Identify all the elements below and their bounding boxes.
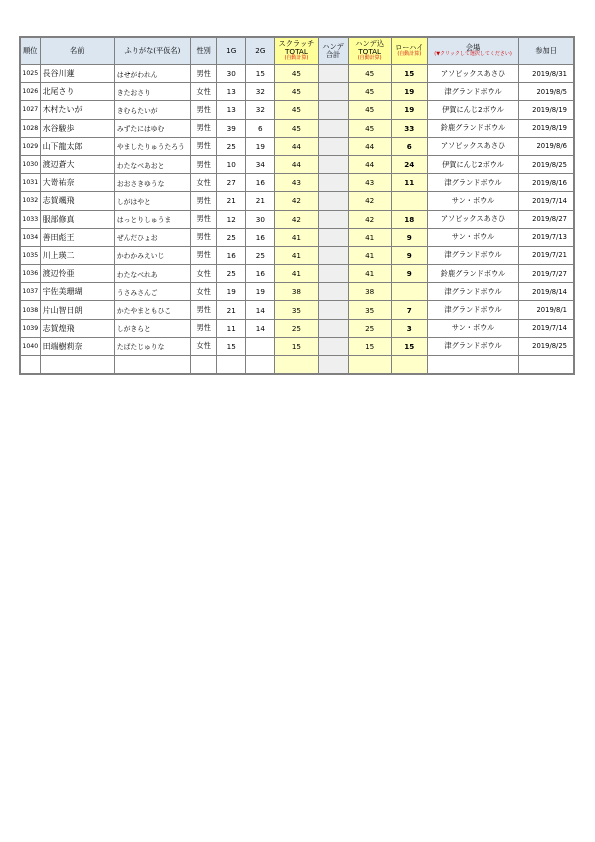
rank-cell: 1034 bbox=[20, 228, 40, 246]
game2-score-cell[interactable]: 21 bbox=[246, 192, 275, 210]
rank-cell: 1028 bbox=[20, 119, 40, 137]
name-cell[interactable]: 木村たいが bbox=[40, 101, 114, 119]
venue-cell[interactable]: アソビックスあさひ bbox=[427, 210, 518, 228]
kana-cell[interactable]: わたなべあおと bbox=[114, 155, 190, 173]
gender-cell[interactable]: 女性 bbox=[191, 283, 217, 301]
handicap-included-total-cell bbox=[348, 356, 391, 375]
game1-score-cell[interactable]: 13 bbox=[217, 101, 246, 119]
game2-score-cell[interactable]: 14 bbox=[246, 319, 275, 337]
handicap-included-total-cell: 45 bbox=[348, 119, 391, 137]
venue-cell[interactable]: アソビックスあさひ bbox=[427, 137, 518, 155]
game2-score-cell[interactable]: 25 bbox=[246, 246, 275, 264]
gender-cell[interactable]: 男性 bbox=[191, 319, 217, 337]
name-cell[interactable]: 渡辺蒼大 bbox=[40, 155, 114, 173]
kana-cell[interactable]: うさみさんご bbox=[114, 283, 190, 301]
handicap-included-total-cell: 44 bbox=[348, 155, 391, 173]
scratch-total-cell: 43 bbox=[275, 174, 318, 192]
name-cell[interactable]: 長谷川蓮 bbox=[40, 65, 114, 83]
low-high-cell bbox=[391, 356, 427, 375]
game1-score-cell[interactable]: 27 bbox=[217, 174, 246, 192]
game1-score-cell[interactable]: 12 bbox=[217, 210, 246, 228]
handicap-total-cell bbox=[318, 210, 348, 228]
handicap-total-cell bbox=[318, 137, 348, 155]
venue-cell[interactable]: 津グランドボウル bbox=[427, 283, 518, 301]
table-row bbox=[20, 137, 574, 155]
scratch-total-cell: 25 bbox=[275, 319, 318, 337]
game1-score-cell[interactable]: 30 bbox=[217, 65, 246, 83]
handicap-included-total-cell: 41 bbox=[348, 265, 391, 283]
venue-cell[interactable]: アソビックスあさひ bbox=[427, 65, 518, 83]
rank-cell: 1029 bbox=[20, 137, 40, 155]
venue-cell[interactable]: 鈴鹿グランドボウル bbox=[427, 119, 518, 137]
game1-score-cell[interactable]: 25 bbox=[217, 265, 246, 283]
game2-score-cell[interactable]: 6 bbox=[246, 119, 275, 137]
handicap-total-cell bbox=[318, 83, 348, 101]
handicap-total-cell bbox=[318, 192, 348, 210]
scratch-total-cell: 41 bbox=[275, 246, 318, 264]
date-cell[interactable]: 2019/8/1 bbox=[519, 301, 574, 319]
name-cell[interactable]: 服部修真 bbox=[40, 210, 114, 228]
scratch-total-cell: 35 bbox=[275, 301, 318, 319]
table-row bbox=[20, 174, 574, 192]
table-row bbox=[20, 210, 574, 228]
handiin-header-line1: ハンデ込 bbox=[355, 38, 385, 48]
venue-cell[interactable]: 伊賀にんじ2ボウル bbox=[427, 155, 518, 173]
low-high-cell: 11 bbox=[391, 174, 427, 192]
kana-cell[interactable]: わたなべれあ bbox=[114, 265, 190, 283]
scratch-header-line1: スクラッチ bbox=[278, 38, 315, 48]
game2-score-cell[interactable] bbox=[246, 337, 275, 355]
scratch-total-cell: 44 bbox=[275, 137, 318, 155]
gender-cell[interactable]: 男性 bbox=[191, 155, 217, 173]
col-handiin-header bbox=[348, 37, 391, 65]
table-body bbox=[20, 65, 574, 375]
game1-score-cell[interactable]: 25 bbox=[217, 228, 246, 246]
venue-cell[interactable]: 津グランドボウル bbox=[427, 246, 518, 264]
handicap-included-total-cell: 45 bbox=[348, 65, 391, 83]
handicap-total-cell bbox=[318, 356, 348, 375]
gender-cell[interactable]: 女性 bbox=[191, 265, 217, 283]
low-high-cell: 9 bbox=[391, 246, 427, 264]
col-gender-header: 性別 bbox=[191, 37, 217, 65]
name-cell[interactable]: 山下龍太郎 bbox=[40, 137, 114, 155]
date-cell[interactable]: 2019/7/13 bbox=[519, 228, 574, 246]
rank-cell: 1036 bbox=[20, 265, 40, 283]
gender-cell[interactable]: 男性 bbox=[191, 65, 217, 83]
scratch-total-cell: 45 bbox=[275, 101, 318, 119]
game1-score-cell[interactable]: 25 bbox=[217, 137, 246, 155]
table-row bbox=[20, 192, 574, 210]
low-high-cell: 7 bbox=[391, 301, 427, 319]
low-high-cell: 9 bbox=[391, 228, 427, 246]
handicap-total-cell bbox=[318, 174, 348, 192]
date-cell[interactable]: 2019/8/16 bbox=[519, 174, 574, 192]
scratch-total-cell: 45 bbox=[275, 119, 318, 137]
lowhigh-header-line1: ローハイ bbox=[395, 42, 424, 52]
handiin-header-note: (自動計算) bbox=[357, 55, 382, 62]
lowhigh-header-note: (自動計算) bbox=[397, 51, 422, 58]
date-cell[interactable]: 2019/8/25 bbox=[519, 155, 574, 173]
game2-score-cell[interactable]: 30 bbox=[246, 210, 275, 228]
game1-score-cell[interactable] bbox=[217, 356, 246, 375]
low-high-cell bbox=[391, 283, 427, 301]
name-cell[interactable]: 片山智日朗 bbox=[40, 301, 114, 319]
rank-cell: 1039 bbox=[20, 319, 40, 337]
handicap-total-cell bbox=[318, 319, 348, 337]
game1-score-cell[interactable]: 21 bbox=[217, 192, 246, 210]
kana-cell[interactable]: かわかみえいじ bbox=[114, 246, 190, 264]
low-high-cell: 33 bbox=[391, 119, 427, 137]
table-row bbox=[20, 83, 574, 101]
kana-cell[interactable]: やましたりゅうたろう bbox=[114, 137, 190, 155]
handicap-included-total-cell: 15 bbox=[348, 337, 391, 355]
rank-cell: 1040 bbox=[20, 337, 40, 355]
date-cell[interactable]: 2019/7/14 bbox=[519, 192, 574, 210]
gender-cell[interactable]: 女性 bbox=[191, 83, 217, 101]
col-g2-header: 2G bbox=[246, 37, 275, 65]
rank-cell: 1025 bbox=[20, 65, 40, 83]
date-cell[interactable]: 2019/8/25 bbox=[519, 337, 574, 355]
handi-header-line1: ハンデ bbox=[322, 41, 344, 51]
low-high-cell: 3 bbox=[391, 319, 427, 337]
gender-cell[interactable]: 女性 bbox=[191, 174, 217, 192]
table-row bbox=[20, 101, 574, 119]
handicap-included-total-cell: 38 bbox=[348, 283, 391, 301]
game2-score-cell[interactable]: 32 bbox=[246, 83, 275, 101]
game1-score-cell[interactable]: 13 bbox=[217, 83, 246, 101]
gender-cell[interactable]: 男性 bbox=[191, 119, 217, 137]
date-cell[interactable]: 2019/8/14 bbox=[519, 283, 574, 301]
col-scratch-header bbox=[275, 37, 318, 65]
game1-score-cell[interactable]: 10 bbox=[217, 155, 246, 173]
table-row bbox=[20, 337, 574, 355]
col-g1-header: 1G bbox=[217, 37, 246, 65]
handicap-total-cell bbox=[318, 265, 348, 283]
name-cell[interactable]: 宇佐美珊瑚 bbox=[40, 283, 114, 301]
low-high-cell: 15 bbox=[391, 337, 427, 355]
handicap-total-cell bbox=[318, 301, 348, 319]
date-cell[interactable]: 2019/8/19 bbox=[519, 119, 574, 137]
venue-cell[interactable]: 伊賀にんじ2ボウル bbox=[427, 101, 518, 119]
date-cell[interactable]: 2019/8/19 bbox=[519, 101, 574, 119]
game1-score-cell[interactable]: 11 bbox=[217, 319, 246, 337]
game2-score-cell[interactable] bbox=[246, 356, 275, 375]
venue-cell[interactable]: 津グランドボウル bbox=[427, 174, 518, 192]
low-high-cell: 19 bbox=[391, 101, 427, 119]
kana-cell[interactable]: たばたじゅりな bbox=[114, 337, 190, 355]
date-cell[interactable]: 2019/7/21 bbox=[519, 246, 574, 264]
scratch-total-cell: 42 bbox=[275, 192, 318, 210]
rank-cell bbox=[20, 356, 40, 375]
date-cell[interactable]: 2019/7/27 bbox=[519, 265, 574, 283]
handi-header-line2: 合計 bbox=[325, 50, 341, 59]
game2-score-cell[interactable]: 19 bbox=[246, 283, 275, 301]
low-high-cell bbox=[391, 192, 427, 210]
scratch-total-cell: 38 bbox=[275, 283, 318, 301]
name-cell[interactable] bbox=[40, 356, 114, 375]
low-high-cell: 9 bbox=[391, 265, 427, 283]
name-cell[interactable]: 川上瑛二 bbox=[40, 246, 114, 264]
col-date-header: 参加日 bbox=[519, 37, 574, 65]
gender-cell[interactable]: 男性 bbox=[191, 246, 217, 264]
col-venue-header bbox=[427, 37, 518, 65]
game1-score-cell[interactable]: 16 bbox=[217, 246, 246, 264]
low-high-cell: 24 bbox=[391, 155, 427, 173]
name-cell[interactable]: 大嵜祐奈 bbox=[40, 174, 114, 192]
game1-score-cell[interactable]: 19 bbox=[217, 283, 246, 301]
gender-cell[interactable]: 男性 bbox=[191, 228, 217, 246]
handicap-included-total-cell: 35 bbox=[348, 301, 391, 319]
rank-cell: 1030 bbox=[20, 155, 40, 173]
table-row bbox=[20, 119, 574, 137]
game2-score-cell[interactable]: 19 bbox=[246, 137, 275, 155]
gender-cell[interactable]: 男性 bbox=[191, 210, 217, 228]
gender-cell[interactable]: 女性 bbox=[191, 337, 217, 355]
handicap-included-total-cell: 25 bbox=[348, 319, 391, 337]
scratch-total-cell: 45 bbox=[275, 83, 318, 101]
table-header bbox=[20, 37, 574, 65]
game2-score-cell[interactable]: 15 bbox=[246, 65, 275, 83]
scratch-total-cell: 42 bbox=[275, 210, 318, 228]
handicap-total-cell bbox=[318, 65, 348, 83]
date-cell[interactable]: 2019/8/6 bbox=[519, 137, 574, 155]
game1-score-cell[interactable]: 39 bbox=[217, 119, 246, 137]
game1-score-cell[interactable]: 15 bbox=[217, 337, 246, 355]
kana-cell[interactable]: はせがわれん bbox=[114, 65, 190, 83]
rank-cell: 1038 bbox=[20, 301, 40, 319]
handicap-included-total-cell: 41 bbox=[348, 246, 391, 264]
table-row bbox=[20, 228, 574, 246]
venue-cell[interactable]: 鈴鹿グランドボウル bbox=[427, 265, 518, 283]
table-row bbox=[20, 301, 574, 319]
table-row bbox=[20, 65, 574, 83]
handicap-included-total-cell: 42 bbox=[348, 210, 391, 228]
table-row bbox=[20, 265, 574, 283]
name-cell[interactable]: 志賀颯飛 bbox=[40, 192, 114, 210]
name-cell[interactable]: 田端樹莉奈 bbox=[40, 337, 114, 355]
game2-score-cell[interactable]: 34 bbox=[246, 155, 275, 173]
venue-cell[interactable] bbox=[427, 356, 518, 375]
kana-cell[interactable]: きむらたいが bbox=[114, 101, 190, 119]
name-cell[interactable]: 善田彪王 bbox=[40, 228, 114, 246]
table-row bbox=[20, 319, 574, 337]
game2-score-cell[interactable]: 14 bbox=[246, 301, 275, 319]
game2-score-cell[interactable]: 16 bbox=[246, 228, 275, 246]
name-cell[interactable]: 北尾さり bbox=[40, 83, 114, 101]
table-row bbox=[20, 155, 574, 173]
gender-cell[interactable]: 男性 bbox=[191, 192, 217, 210]
scratch-total-cell: 15 bbox=[275, 337, 318, 355]
rank-cell: 1031 bbox=[20, 174, 40, 192]
kana-cell[interactable] bbox=[114, 356, 190, 375]
col-lowhigh-header bbox=[391, 37, 427, 65]
handicap-total-cell bbox=[318, 337, 348, 355]
scratch-header-line2: TOTAL bbox=[285, 47, 308, 57]
handicap-total-cell bbox=[318, 155, 348, 173]
scratch-total-cell: 45 bbox=[275, 65, 318, 83]
game1-score-cell[interactable]: 21 bbox=[217, 301, 246, 319]
handiin-header-line2: TOTAL bbox=[358, 47, 382, 57]
date-cell[interactable]: 2019/8/5 bbox=[519, 83, 574, 101]
col-rank-header: 順位 bbox=[20, 37, 40, 65]
handicap-total-cell bbox=[318, 228, 348, 246]
date-cell[interactable]: 2019/8/31 bbox=[519, 65, 574, 83]
venue-cell[interactable]: サン・ボウル bbox=[427, 192, 518, 210]
game2-score-cell[interactable]: 16 bbox=[246, 265, 275, 283]
handicap-included-total-cell: 42 bbox=[348, 192, 391, 210]
handicap-included-total-cell: 45 bbox=[348, 101, 391, 119]
gender-cell[interactable]: 男性 bbox=[191, 137, 217, 155]
handicap-total-cell bbox=[318, 246, 348, 264]
kana-cell[interactable]: はっとりしゅうま bbox=[114, 210, 190, 228]
name-cell[interactable]: 渡辺怜亜 bbox=[40, 265, 114, 283]
low-high-cell: 18 bbox=[391, 210, 427, 228]
rank-cell: 1026 bbox=[20, 83, 40, 101]
venue-cell[interactable]: 津グランドボウル bbox=[427, 301, 518, 319]
gender-cell[interactable]: 男性 bbox=[191, 101, 217, 119]
handicap-total-cell bbox=[318, 119, 348, 137]
col-kana-header: ふりがな(平仮名) bbox=[114, 37, 190, 65]
kana-cell[interactable]: ぜんだひょお bbox=[114, 228, 190, 246]
handicap-included-total-cell: 41 bbox=[348, 228, 391, 246]
game2-score-cell[interactable]: 16 bbox=[246, 174, 275, 192]
handicap-total-cell bbox=[318, 283, 348, 301]
date-cell[interactable]: 2019/7/14 bbox=[519, 319, 574, 337]
handicap-included-total-cell: 44 bbox=[348, 137, 391, 155]
scratch-header-note: (自動計算) bbox=[284, 55, 309, 62]
scratch-total-cell bbox=[275, 356, 318, 375]
low-high-cell: 6 bbox=[391, 137, 427, 155]
date-cell[interactable] bbox=[519, 356, 574, 375]
venue-header-line1: 会場 bbox=[465, 42, 481, 52]
scratch-total-cell: 44 bbox=[275, 155, 318, 173]
kana-cell[interactable]: おおさきゆうな bbox=[114, 174, 190, 192]
kana-cell[interactable]: しがはやと bbox=[114, 192, 190, 210]
gender-cell[interactable] bbox=[191, 356, 217, 375]
venue-header-note: (▼クリックして選択してください) bbox=[434, 51, 512, 58]
table-row bbox=[20, 283, 574, 301]
game2-score-cell[interactable]: 32 bbox=[246, 101, 275, 119]
kana-cell[interactable]: きたおさり bbox=[114, 83, 190, 101]
col-handi-header bbox=[318, 37, 348, 65]
handicap-included-total-cell: 43 bbox=[348, 174, 391, 192]
kana-cell[interactable]: みずたにはゆむ bbox=[114, 119, 190, 137]
name-cell[interactable]: 水谷駿歩 bbox=[40, 119, 114, 137]
rank-cell: 1033 bbox=[20, 210, 40, 228]
scratch-total-cell: 41 bbox=[275, 228, 318, 246]
gender-cell[interactable]: 男性 bbox=[191, 301, 217, 319]
rank-cell: 1032 bbox=[20, 192, 40, 210]
venue-cell[interactable]: 津グランドボウル bbox=[427, 83, 518, 101]
table-row bbox=[20, 356, 574, 375]
rank-cell: 1035 bbox=[20, 246, 40, 264]
rank-cell: 1027 bbox=[20, 101, 40, 119]
handicap-total-cell bbox=[318, 101, 348, 119]
scratch-total-cell: 41 bbox=[275, 265, 318, 283]
low-high-cell: 15 bbox=[391, 65, 427, 83]
table-row bbox=[20, 246, 574, 264]
date-cell[interactable]: 2019/8/27 bbox=[519, 210, 574, 228]
ranking-table bbox=[19, 36, 575, 375]
rank-cell: 1037 bbox=[20, 283, 40, 301]
handicap-included-total-cell: 45 bbox=[348, 83, 391, 101]
venue-cell[interactable]: サン・ボウル bbox=[427, 228, 518, 246]
kana-cell[interactable]: かたやまともひこ bbox=[114, 301, 190, 319]
name-cell[interactable]: 志賀煌飛 bbox=[40, 319, 114, 337]
col-name-header: 名前 bbox=[40, 37, 114, 65]
venue-cell[interactable]: サン・ボウル bbox=[427, 319, 518, 337]
kana-cell[interactable]: しがきらと bbox=[114, 319, 190, 337]
low-high-cell: 19 bbox=[391, 83, 427, 101]
venue-cell[interactable]: 津グランドボウル bbox=[427, 337, 518, 355]
